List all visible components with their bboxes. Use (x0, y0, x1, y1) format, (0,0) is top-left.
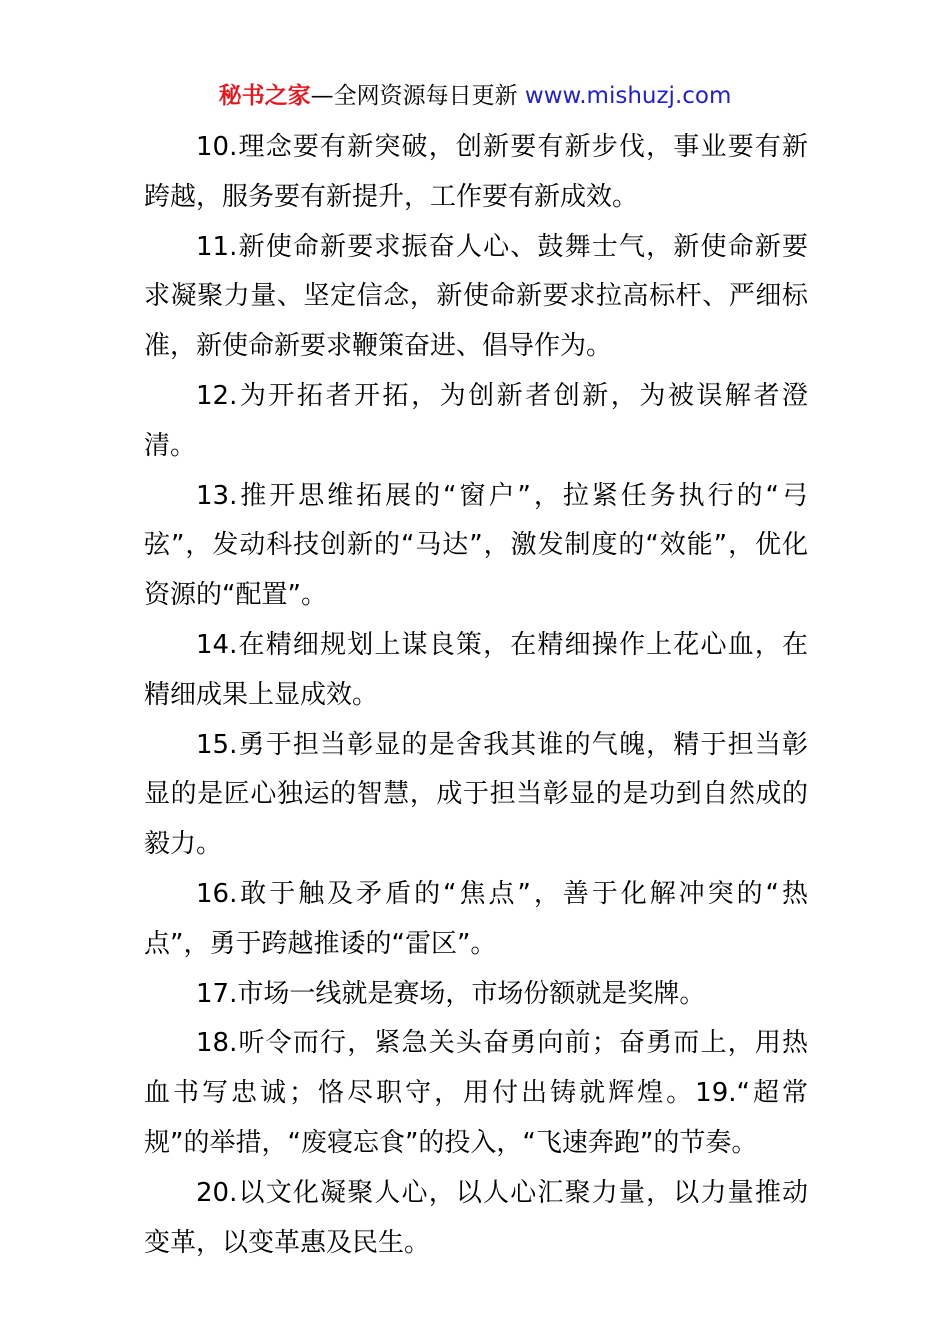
page-header (0, 80, 950, 112)
site-url-link[interactable]: www.mishuzj.com (524, 83, 732, 109)
document-body (144, 123, 808, 1268)
paragraph-18-19: 18.听令而行，紧急关头奋勇向前；奋勇而上，用热血书写忠诚；恪尽职守，用付出铸就辉煌。19.“超常规”的举措，“废寝忘食”的投入，“飞速奔跑”的节奏。 (144, 1028, 808, 1158)
paragraph-12: 12.为开拓者开拓，为创新者创新，为被误解者澄清。 (144, 380, 808, 461)
paragraph-11: 11.新使命新要求振奋人心、鼓舞士气，新使命新要求凝聚力量、坚定信念，新使命新要求拉高标杆、严细标准，新使命新要求鞭策奋进、倡导作为。 (144, 231, 808, 362)
paragraph-17: 17.市场一线就是赛场，市场份额就是奖牌。 (196, 978, 706, 1009)
paragraph-20: 20.以文化凝聚人心，以人心汇聚力量，以力量推动变革，以变革惠及民生。 (144, 1177, 808, 1258)
paragraph-16: 16.敢于触及矛盾的“焦点”，善于化解冲突的“热点”，勇于跨越推诿的“雷区”。 (144, 878, 808, 959)
header-tagline: —全网资源每日更新 (310, 83, 518, 109)
paragraph-10: 10.理念要有新突破，创新要有新步伐，事业要有新跨越，服务要有新提升，工作要有新成效。 (144, 132, 808, 212)
paragraph-13: 13.推开思维拓展的“窗户”，拉紧任务执行的“弓弦”，发动科技创新的“马达”，激发制度的“效能”，优化资源的“配置”。 (144, 480, 808, 611)
paragraph-14: 14.在精细规划上谋良策，在精细操作上花心血，在精细成果上显成效。 (144, 629, 808, 710)
brand-name: 秘书之家 (218, 83, 311, 109)
paragraph-15: 15.勇于担当彰显的是舍我其谁的气魄，精于担当彰显的是匠心独运的智慧，成于担当彰显的是功到自然成的毅力。 (144, 729, 808, 860)
